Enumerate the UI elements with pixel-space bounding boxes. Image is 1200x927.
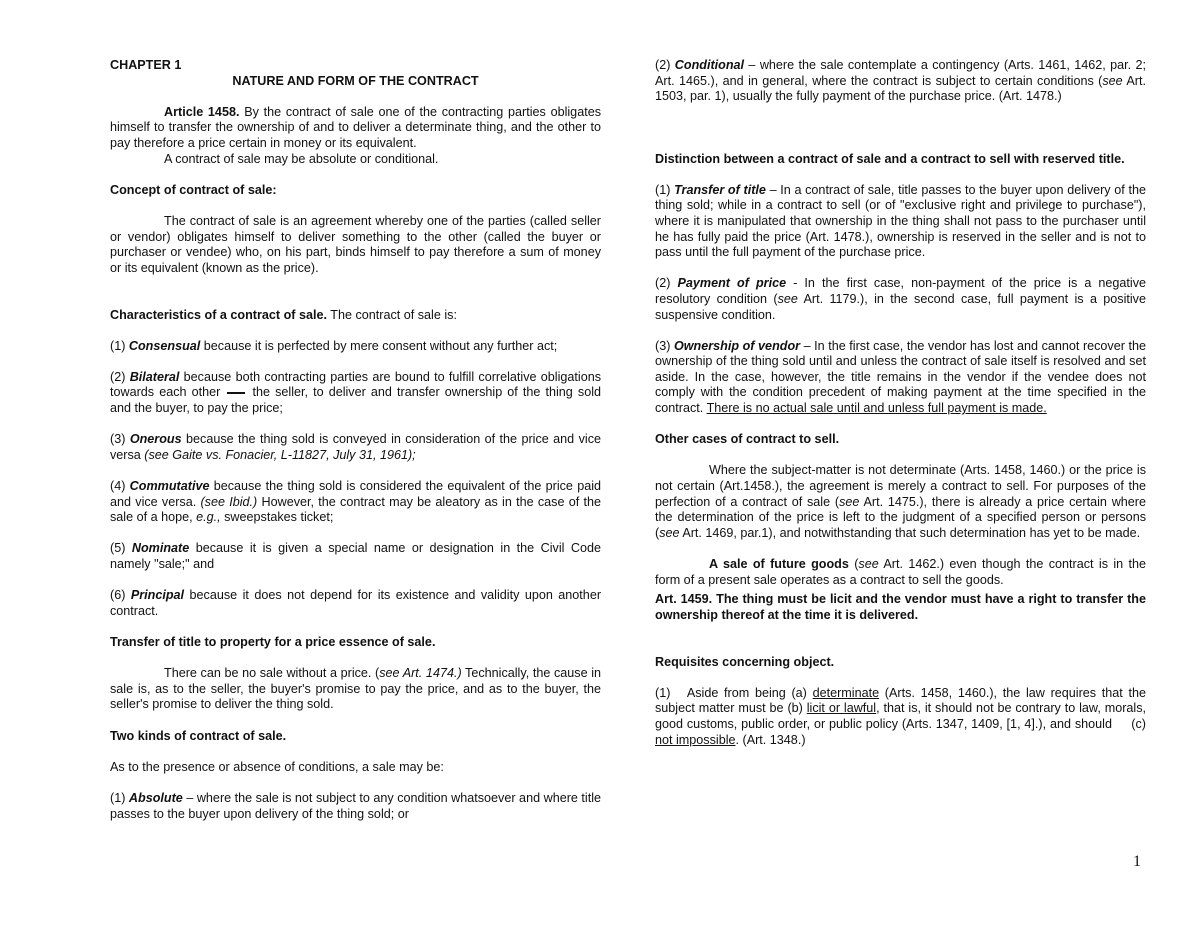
kind-absolute <box>110 791 601 822</box>
item-number: (1) <box>110 790 129 805</box>
future-goods-text <box>655 557 1146 588</box>
article-1458-line2: A contract of sale may be absolute or conditional. <box>164 151 439 166</box>
item-text: the seller, to deliver and transfer ownership of the thing sold and the buyer, to pay the price; <box>110 385 602 416</box>
characteristic-bilateral <box>110 370 601 417</box>
characteristic-commutative <box>110 479 601 526</box>
item-see: see <box>839 494 860 509</box>
characteristic-nominate <box>110 541 601 572</box>
left-column <box>110 58 601 822</box>
item-number: (2) <box>655 58 675 72</box>
item-citation: see Art. 1474.) <box>379 666 462 681</box>
underlined-term: determinate <box>812 685 880 700</box>
characteristic-consensual <box>110 339 601 355</box>
item-text: Art. 1503, par. 1), usually the fully payment of the purchase price. (Art. 1478.) <box>655 73 1147 104</box>
item-term: Ownership of vendor <box>673 338 801 353</box>
chapter-label: CHAPTER 1 <box>110 58 182 72</box>
item-text: (1) Aside from being (a) <box>655 685 813 700</box>
chapter-title: NATURE AND FORM OF THE CONTRACT <box>232 73 479 88</box>
item-text: because the thing sold is conveyed in consideration of the price and vice versa <box>110 432 602 462</box>
two-kinds-heading: Two kinds of contract of sale. <box>110 728 287 743</box>
item-term: Absolute <box>128 790 183 805</box>
transfer-heading: Transfer of title to property for a price essence of sale. <box>110 634 436 649</box>
other-cases-heading: Other cases of contract to sell. <box>655 432 840 447</box>
item-text: There can be no sale without a price. ( <box>164 666 380 681</box>
requisites-text <box>655 685 1150 748</box>
item-text: Art. 1462.) even though the contract is in the form of a present sale operates as a contract to sell the goods. <box>655 557 1146 587</box>
item-number: (6) <box>110 588 131 603</box>
item-text: , that is, it should not be contrary to law, morals, good customs, public order, or public policy (Arts. 1347, 1409, [1, 4].), and should (c) <box>655 701 1150 731</box>
item-text: because it is perfected by mere consent without any further act; <box>200 338 558 353</box>
distinction-heading: Distinction between a contract of sale and a contract to sell with reserved title. <box>655 151 1125 166</box>
item-term: Onerous <box>129 432 182 447</box>
item-text: – where the sale is not subject to any condition whatsoever and where title passes to the buyer upon delivery of the thing sold; or <box>110 790 602 821</box>
em-dash-rule <box>227 392 245 394</box>
item-text: – In the first case, the vendor has lost and cannot recover the ownership of the thing sold until and unless the contract of sale itself is resolved and set aside. In the case, however, the title remains in the vendor if the vendee does not comply with the condition precedent of making payment at the time specified in the contract. <box>655 338 1147 416</box>
right-column <box>655 58 1150 748</box>
item-term: A sale of future goods <box>709 557 849 572</box>
item-see: see <box>858 557 879 572</box>
item-citation: (see Gaite vs. Fonacier, L-11827, July 31, 1961); <box>144 447 416 462</box>
characteristics-heading: Characteristics of a contract of sale. <box>110 307 327 322</box>
item-text: However, the contract may be aleatory as in the case of the sale of a hope, <box>110 494 601 525</box>
item-term: Principal <box>130 588 185 603</box>
transfer-text <box>110 666 601 713</box>
characteristics-intro: The contract of sale is: <box>326 307 457 322</box>
underlined-emphasis: There is no actual sale until and unless full payment is made. <box>706 401 1047 416</box>
other-cases-text <box>655 463 1146 541</box>
page-number: 1 <box>1133 853 1141 870</box>
item-text: sweepstakes ticket; <box>220 510 334 525</box>
item-see: see <box>659 525 680 540</box>
distinction-transfer-of-title <box>655 183 1146 261</box>
item-text: . (Art. 1348.) <box>735 732 806 747</box>
item-text: - In the first case, non-payment of the price is a negative resolutory condition ( <box>655 276 1147 306</box>
item-term: Nominate <box>131 541 190 556</box>
item-text: because it does not depend for its existence and validity upon another contract. <box>110 588 602 618</box>
item-number: (1) <box>110 338 129 353</box>
item-text: (Arts. 1458, 1460.), the law requires that the subject matter must be (b) <box>655 685 1146 716</box>
item-citation: (see Ibid.) <box>200 494 258 509</box>
item-number: (3) <box>655 338 674 353</box>
item-text: because both contracting parties are bound to fulfill correlative obligations towards each other <box>110 369 602 400</box>
item-eg: e.g., <box>196 510 221 525</box>
item-number: (1) <box>655 182 675 197</box>
item-text: Art. 1469, par.1), and notwithstanding that such determination has yet to be made. <box>679 525 1141 540</box>
characteristic-onerous <box>110 432 601 463</box>
item-text: – In a contract of sale, title passes to the buyer upon delivery of the thing sold; while in a contract to sell (or of "exclusive right and privilege to purchase"), where it is manipulated that ownership in the thing shall not pass to the purchaser until he has fully paid the price (Art. 1478.), ownership is reserved in the seller and is not to pass until the full payment of the purchase price. <box>655 182 1146 260</box>
item-number: (2) <box>655 276 678 291</box>
item-term: Payment of price <box>677 276 787 291</box>
item-text: ( <box>848 557 859 572</box>
item-number: (2) <box>110 369 130 384</box>
underlined-term: licit or lawful <box>806 701 877 716</box>
item-see: see <box>777 291 798 306</box>
item-text: Art. 1475.), there is already a price certain where the determination of the price is left to the judgment of a specified person or persons ( <box>655 494 1146 540</box>
item-term: Transfer of title <box>674 182 766 197</box>
concept-heading: Concept of contract of sale: <box>110 182 277 197</box>
distinction-ownership-of-vendor <box>655 339 1146 417</box>
characteristic-principal <box>110 588 601 619</box>
item-text: Art. 1179.), in the second case, full payment is a positive suspensive condition. <box>655 291 1146 322</box>
item-number: (4) <box>110 479 130 494</box>
kind-conditional <box>655 58 1146 105</box>
underlined-term: not impossible <box>655 732 736 747</box>
item-term: Commutative <box>129 479 210 494</box>
article-1458 <box>110 105 601 152</box>
item-text: because the thing sold is considered the equivalent of the price paid and vice versa. <box>110 479 602 509</box>
item-number: (5) <box>110 541 132 556</box>
item-text: because it is given a special name or designation in the Civil Code namely "sale;" and <box>110 541 602 571</box>
article-1458-label: Article 1458. <box>164 104 240 119</box>
item-number: (3) <box>110 432 130 447</box>
distinction-payment-of-price <box>655 276 1146 323</box>
item-term: Consensual <box>128 338 201 353</box>
item-text: Technically, the cause in sale is, as to the seller, the buyer's promise to pay the price, and as to the buyer, the seller's promise to deliver the thing sold. <box>110 666 602 712</box>
item-text: Where the subject-matter is not determinate (Arts. 1458, 1460.) or the price is not certain (Art.1458.), the agreement is merely a contract to sell. For purposes of the perfection of a contract of sale ( <box>655 463 1146 509</box>
characteristics-paragraph <box>110 308 601 324</box>
article-1459: Art. 1459. The thing must be licit and the vendor must have a right to transfer the ownership thereof at the time it is delivered. <box>655 592 1146 622</box>
item-term: Conditional <box>674 58 745 72</box>
concept-text: The contract of sale is an agreement whereby one of the parties (called seller or vendor) obligates himself to deliver something to the other (called the buyer or purchaser or vendee) who, on his part, binds himself to pay therefore a sum of money or its equivalent (known as the price). <box>110 213 601 275</box>
requisites-heading: Requisites concerning object. <box>655 654 835 669</box>
item-text: – where the sale contemplate a contingency (Arts. 1461, 1462, par. 2; Art. 1465.), and in general, where the contract is subject to certain conditions ( <box>655 58 1146 88</box>
two-kinds-intro: As to the presence or absence of conditions, a sale may be: <box>110 759 444 774</box>
item-term: Bilateral <box>129 369 180 384</box>
item-see: see <box>1102 73 1123 88</box>
article-1458-text: By the contract of sale one of the contracting parties obligates himself to transfer the ownership of and to deliver a determinate thing, and the other to pay therefore a price certain in money or its equivalent. <box>110 104 601 150</box>
